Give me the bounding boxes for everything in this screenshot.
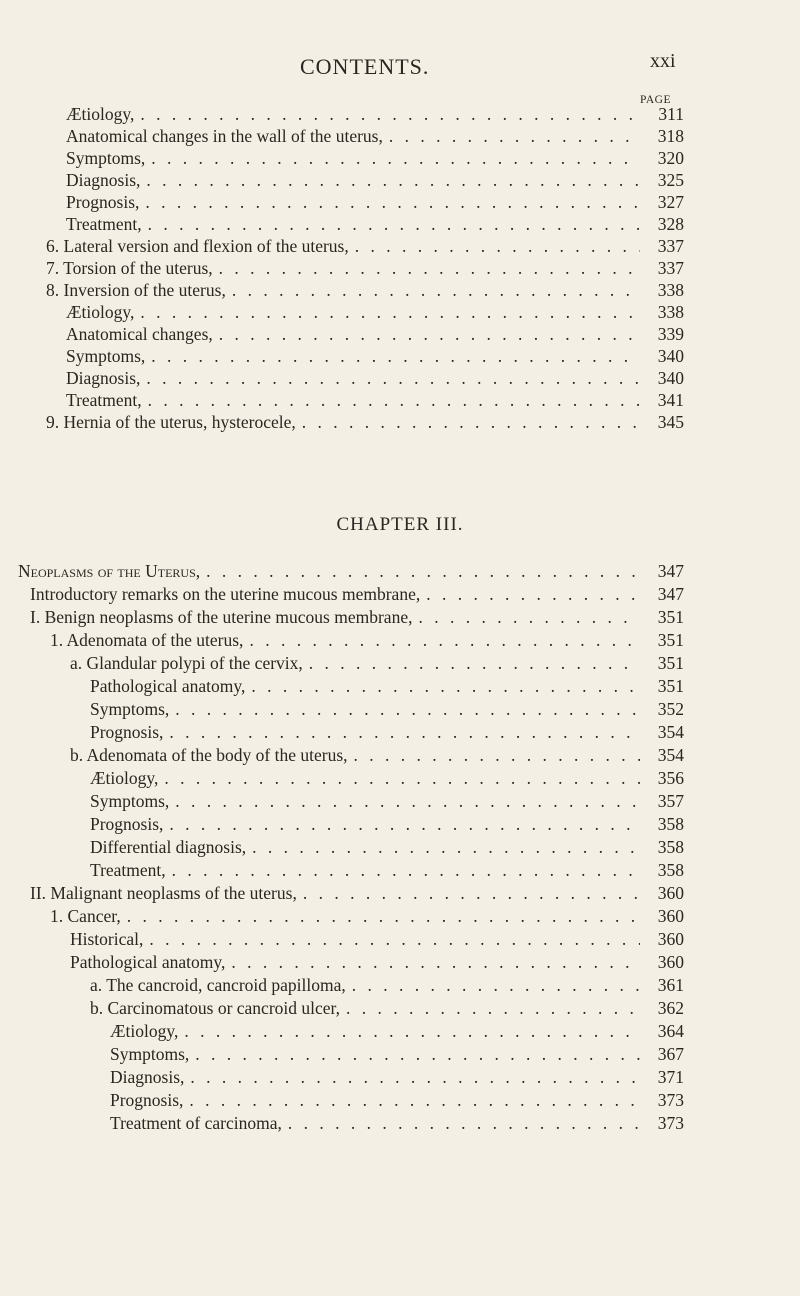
toc-entry: Anatomical changes in the wall of the uterus, . . . 318 [66, 125, 684, 147]
toc-entry: Diagnosis, . . . 340 [66, 367, 684, 389]
toc-entry: b. Adenomata of the body of the uterus, . . . 354 [70, 744, 684, 766]
toc-entry: Treatment, . . . 328 [66, 213, 684, 235]
toc-entry: Ætiology, . . . 311 [66, 103, 684, 125]
toc-entry: 1. Cancer, . . . 360 [50, 905, 684, 927]
toc-entry: Symptoms, . . . 357 [90, 790, 684, 812]
toc-entry: Symptoms, . . . 320 [66, 147, 684, 169]
toc-entry: Prognosis, . . . 373 [110, 1089, 684, 1111]
toc-entry: Treatment, . . . 341 [66, 389, 684, 411]
toc-entry: 1. Adenomata of the uterus, . . . 351 [50, 629, 684, 651]
toc-entry: Historical, . . . 360 [70, 928, 684, 950]
toc-entry: Prognosis, . . . 327 [66, 191, 684, 213]
running-head: CONTENTS. [300, 54, 430, 79]
toc-entry: 6. Lateral version and flexion of the uterus, . . . 337 [46, 235, 684, 257]
toc-entry: Treatment, . . . 358 [90, 859, 684, 881]
toc-entry: I. Benign neoplasms of the uterine mucous membrane, . . . 351 [30, 606, 684, 628]
toc-entry: Anatomical changes, . . . 339 [66, 323, 684, 345]
toc-entry: b. Carcinomatous or cancroid ulcer, . . . 362 [90, 997, 684, 1019]
toc-entry: II. Malignant neoplasms of the uterus, . . . 360 [30, 882, 684, 904]
toc-entry: Treatment of carcinoma, . . . 373 [110, 1112, 684, 1134]
toc-entry: Ætiology, . . . 338 [66, 301, 684, 323]
toc-entry: a. Glandular polypi of the cervix, . . . 351 [70, 652, 684, 674]
toc-entry: Prognosis, . . . 354 [90, 721, 684, 743]
toc-entry: Ætiology, . . . 356 [90, 767, 684, 789]
toc-entry: Symptoms, . . . 352 [90, 698, 684, 720]
toc-entry: Symptoms, . . . 340 [66, 345, 684, 367]
toc-entry: Introductory remarks on the uterine mucous membrane, . . . 347 [30, 583, 684, 605]
toc-entry: 8. Inversion of the uterus, . . . 338 [46, 279, 684, 301]
toc-entry: Neoplasms of the Uterus, . . . 347 [18, 560, 684, 582]
toc-entry: 9. Hernia of the uterus, hysterocele, . . . 345 [46, 411, 684, 433]
toc-entry: a. The cancroid, cancroid papilloma, . . . 361 [90, 974, 684, 996]
toc-entry: Ætiology, . . . 364 [110, 1020, 684, 1042]
toc-entry: Prognosis, . . . 358 [90, 813, 684, 835]
chapter-heading: CHAPTER III. [336, 514, 464, 535]
toc-entry: Diagnosis, . . . 325 [66, 169, 684, 191]
toc-entry: Symptoms, . . . 367 [110, 1043, 684, 1065]
toc-entry: Differential diagnosis, . . . 358 [90, 836, 684, 858]
toc-entry: Pathological anatomy, . . . 360 [70, 951, 684, 973]
page-column-label: PAGE [640, 94, 671, 106]
toc-entry: 7. Torsion of the uterus, . . . 337 [46, 257, 684, 279]
toc-entry: Diagnosis, . . . 371 [110, 1066, 684, 1088]
toc-entry: Pathological anatomy, . . . 351 [90, 675, 684, 697]
page-number: xxi [650, 50, 676, 72]
